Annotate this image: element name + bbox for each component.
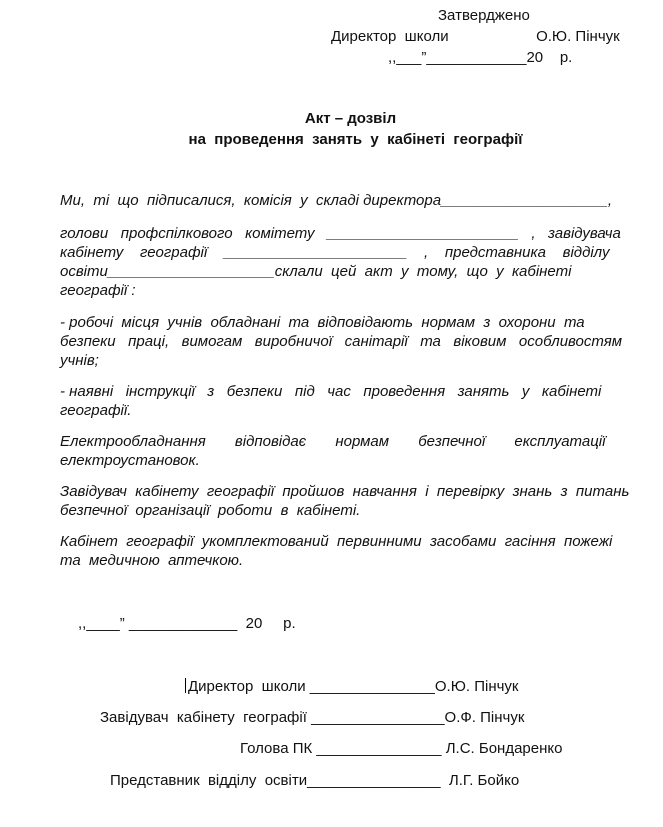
body-p1-line1: Ми, ті що підписалися, комісія у складі директора____________________, <box>60 192 613 209</box>
document-subtitle: на проведення занять у кабінеті географії <box>188 131 523 148</box>
body-p2-line2: безпеки праці, вимогам виробничої санітарії та віковим особливостям <box>60 333 622 350</box>
body-p4-line1: Електрообладнання відповідає нормам безпечної експлуатації <box>60 433 606 450</box>
bottom-date-line: ,,____” _____________ 20 р. <box>78 615 296 632</box>
body-p6-line1: Кабінет географії укомплектований первинними засобами гасіння пожежі <box>60 533 613 550</box>
approved-label: Затверджено <box>438 7 530 24</box>
signature-director <box>185 677 518 697</box>
approval-date-line: ,,___”____________20 р. <box>388 49 573 66</box>
signature-education-rep: Представник відділу освіти________________ Л.Г. Бойко <box>110 772 520 789</box>
body-p1-line3: кабінету географії ______________________ , представника відділу <box>60 244 610 261</box>
body-p4-line2: електроустановок. <box>60 452 200 469</box>
body-p3-line2: географії. <box>60 402 132 419</box>
body-p5-line2: безпечної організації роботи в кабінеті. <box>60 502 361 519</box>
text-cursor <box>185 678 186 693</box>
document-title: Акт – дозвіл <box>304 110 397 127</box>
body-p5-line1: Завідувач кабінету географії пройшов навчання і перевірку знань з питань <box>60 483 630 500</box>
body-p1-line5: географії : <box>60 282 136 299</box>
body-p1-line2: голови профспілкового комітету _______________________ , завідувача <box>60 225 621 242</box>
body-p1-line4: освіти____________________склали цей акт у тому, що у кабінеті <box>60 263 572 280</box>
signature-union-head: Голова ПК _______________ Л.С. Бондаренко <box>240 740 563 757</box>
signature-head-of-cabinet: Завідувач кабінету географії ________________О.Ф. Пінчук <box>100 709 525 726</box>
body-p2-line1: - робочі місця учнів обладнані та відповідають нормам з охорони та <box>60 314 585 331</box>
approval-director-line: Директор школи О.Ю. Пінчук <box>331 28 620 45</box>
body-p3-line1: - наявні інструкції з безпеки під час проведення занять у кабінеті <box>60 383 602 400</box>
signature-director-text: Директор школи _______________О.Ю. Пінчук <box>188 678 519 695</box>
body-p6-line2: та медичною аптечкою. <box>60 552 244 569</box>
body-p2-line3: учнів; <box>60 352 99 369</box>
